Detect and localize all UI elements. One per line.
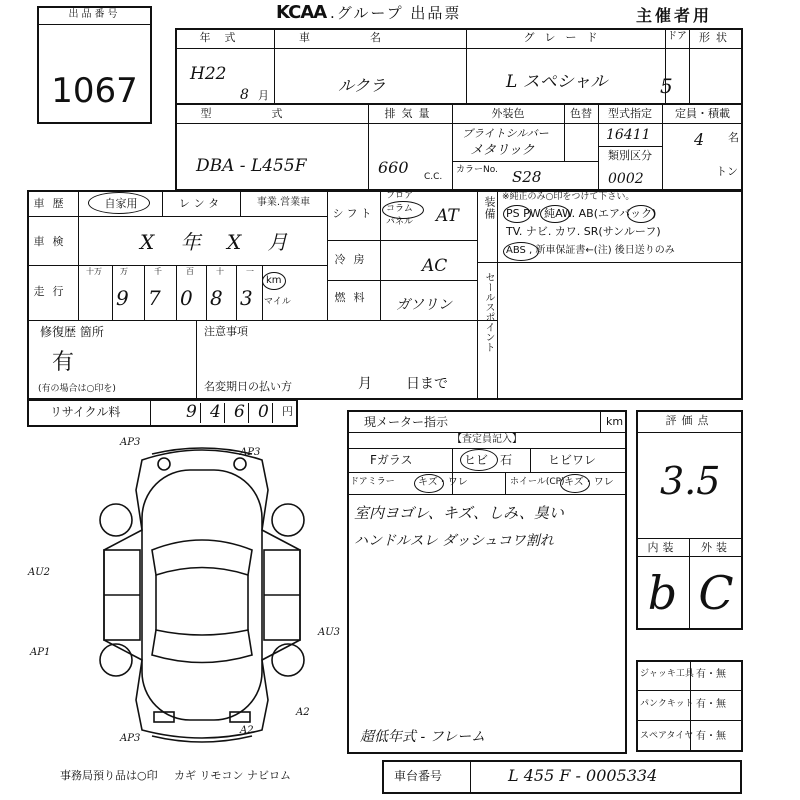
grade-header: グレード <box>523 31 608 44</box>
damage-mark: AP3 <box>120 437 141 448</box>
inspector-section-header: 【査定員記入】 <box>452 434 522 445</box>
mileage-digit: 8 <box>210 286 223 310</box>
km-circle <box>262 272 286 290</box>
form-title: .グループ 出品票 <box>330 4 462 22</box>
inspector-note-1: 室内ヨゴレ、キズ、しみ、臭い <box>354 504 564 522</box>
inspector-note-2: ハンドルスレ ダッシュコワ割れ <box>354 533 554 549</box>
business-option: 事業.営業車 <box>256 197 311 208</box>
year-month: 8 <box>240 87 249 103</box>
car-name-value: ルクラ <box>338 76 386 95</box>
interior-grade: b <box>647 566 678 620</box>
displacement-header: 排気量 <box>384 107 436 120</box>
model-type-header: 型式 <box>200 107 343 120</box>
shift-value: AT <box>436 206 459 226</box>
damage-mark: A2 <box>296 707 310 718</box>
equipment-header: 装備 <box>483 196 496 220</box>
chassis-number-value: L 455 F - 0005334 <box>508 766 658 785</box>
glass-crack-circle <box>460 449 498 471</box>
repair-history-label: 修復歴 箇所 <box>40 325 104 339</box>
equipment-note: ※純正のみ○印をつけて下さい。 <box>502 192 635 202</box>
glass-crack: ヒビ <box>464 453 489 467</box>
abs-circle <box>503 242 539 261</box>
unit-1: 一 <box>246 267 254 276</box>
grade-value: L スペシャル <box>506 72 608 92</box>
door-header: ドア <box>667 31 687 42</box>
category-value: 0002 <box>608 171 644 187</box>
category-header: 類別区分 <box>608 149 652 162</box>
equipment-line-3: ABS , 新車保証書←(注) 後日送りのみ <box>506 245 675 256</box>
mile-unit: マイル <box>264 297 291 307</box>
displacement-value: 660 <box>378 158 409 177</box>
year-header: 年式 <box>199 31 250 44</box>
km-unit: km <box>266 275 282 286</box>
office-items-label: 事務局預り品は○印 <box>60 769 158 782</box>
fuel-header: 燃料 <box>334 291 373 304</box>
unit-100: 百 <box>186 267 194 276</box>
damage-mark: AU3 <box>318 627 341 638</box>
repair-history-value: 有 <box>52 350 75 375</box>
mileage-digits <box>82 268 262 318</box>
meter-reading-header: 現メーター指示 <box>364 415 449 429</box>
private-use-option: 自家用 <box>104 197 138 210</box>
recycle-digit: 6 <box>234 402 245 422</box>
damage-mark: AP3 <box>120 733 141 744</box>
notice-header: 注意事項 <box>204 325 248 338</box>
exterior-header: 外装 <box>701 541 731 554</box>
wheel-circle <box>560 474 590 493</box>
month-unit: 月 <box>258 89 269 102</box>
lot-number: 1067 <box>51 71 138 111</box>
spare-tire-value: 有・無 <box>696 731 726 742</box>
color-line-1: ブライトシルバー <box>462 127 549 140</box>
doors-value: 5 <box>660 74 673 98</box>
glass-cracked: ヒビワレ <box>548 453 597 467</box>
repaint-header: 色替 <box>570 107 592 120</box>
mileage-digit: 7 <box>148 286 161 310</box>
shift-floor: フロア <box>386 191 414 201</box>
history-header: 車歴 <box>33 197 72 210</box>
car-condition-diagram <box>72 437 332 750</box>
chassis-number-label: 車台番号 <box>394 769 443 783</box>
office-items-list: カギ リモコン ナビロム <box>174 769 291 782</box>
recycle-digit: 0 <box>258 402 269 422</box>
front-glass-header: Fガラス <box>370 453 413 467</box>
model-code-value: 16411 <box>606 127 651 143</box>
unit-100k: 十万 <box>86 267 102 276</box>
year-era: H22 <box>190 64 227 84</box>
door-mirror-header: ドアミラー <box>350 477 395 487</box>
inspector-note-3: 超低年式 - フレーム <box>360 729 486 745</box>
organizer-label: 主催者用 <box>636 6 713 25</box>
damage-mark: AU2 <box>28 567 51 578</box>
door-mirror-circle <box>414 474 444 493</box>
fuel-value: ガソリン <box>396 297 452 313</box>
deadline-month: 月 <box>358 376 372 392</box>
car-name-header: 車名 <box>299 31 441 44</box>
shift-header: シフト <box>332 207 375 220</box>
equipment-line-2: TV. ナビ. カワ. SR(サンルーフ) <box>506 225 661 238</box>
recycle-fee-label: リサイクル料 <box>50 405 121 419</box>
ton-unit: トン <box>716 165 738 178</box>
unit-10k: 万 <box>120 267 128 276</box>
mileage-digit: 3 <box>240 286 253 310</box>
mileage-digit: 9 <box>116 286 129 310</box>
private-use-circle <box>88 192 150 214</box>
jack-tools-label: ジャッキ工具 <box>640 669 694 679</box>
recycle-fee-digits <box>176 400 296 426</box>
exterior-grade: C <box>698 566 734 620</box>
sales-point-header: セールスポイント <box>483 272 494 352</box>
grade-score-value: 3.5 <box>660 459 721 503</box>
door-mirror-option: キズ・ワレ <box>418 477 468 488</box>
model-type-value: DBA - L455F <box>196 156 307 176</box>
damage-mark: AP1 <box>30 647 51 658</box>
recycle-digit: 9 <box>186 402 197 422</box>
repair-history-note: (有の場合は○印を) <box>38 384 116 394</box>
shift-panel: パネル <box>386 217 414 227</box>
rental-option: レンタ <box>178 197 224 210</box>
meter-unit: km <box>606 415 624 428</box>
damage-mark: AP3 <box>240 447 261 458</box>
capacity-header: 定員・積載 <box>675 107 730 120</box>
model-code-header: 型式指定 <box>608 107 652 120</box>
shift-column: コラム <box>386 204 413 214</box>
inspection-value: X 年 X 月 <box>140 230 298 254</box>
unit-1k: 千 <box>154 267 162 276</box>
capacity-unit: 名 <box>728 131 739 144</box>
recycle-unit: 円 <box>282 405 293 418</box>
wheel-option: キズ・ワレ <box>564 477 614 488</box>
ac-header: 冷房 <box>334 253 373 266</box>
color-no-label: カラーNo. <box>456 165 498 175</box>
grade-score-header: 評価点 <box>665 414 714 427</box>
wheel-header: ホイール(CP) <box>510 477 565 487</box>
exterior-color-header: 外装色 <box>491 107 525 120</box>
ps-circle <box>503 205 531 223</box>
damage-mark: A2 <box>240 725 254 736</box>
ac-value: AC <box>422 256 448 276</box>
name-change-deadline: 名変期日の払い方 <box>204 380 292 393</box>
pw-circle <box>540 205 570 223</box>
shape-header: 形状 <box>699 31 733 44</box>
kcaa-logo: KCAA <box>276 2 327 23</box>
ab-circle <box>627 205 655 223</box>
capacity-value: 4 <box>694 130 705 149</box>
color-no-value: S28 <box>512 168 542 186</box>
interior-header: 内装 <box>647 541 678 554</box>
glass-stone: 石 <box>500 453 513 467</box>
mileage-header: 走行 <box>33 285 72 298</box>
spare-tire-label: スペアタイヤ <box>640 731 694 741</box>
inspection-header: 車検 <box>33 235 72 248</box>
color-line-2: メタリック <box>470 143 535 158</box>
deadline-day: 日まで <box>406 376 448 392</box>
lot-number-label: 出品番号 <box>68 9 121 20</box>
puncture-kit-value: 有・無 <box>696 699 726 710</box>
jack-tools-value: 有・無 <box>696 669 726 680</box>
cc-unit: C.C. <box>424 172 443 182</box>
equipment-line-1: PS PW 純AW. AB(エアバック) <box>506 207 657 220</box>
unit-10: 十 <box>216 267 224 276</box>
mileage-digit: 0 <box>180 286 193 310</box>
puncture-kit-label: パンクキット <box>640 699 694 709</box>
recycle-digit: 4 <box>210 402 221 422</box>
